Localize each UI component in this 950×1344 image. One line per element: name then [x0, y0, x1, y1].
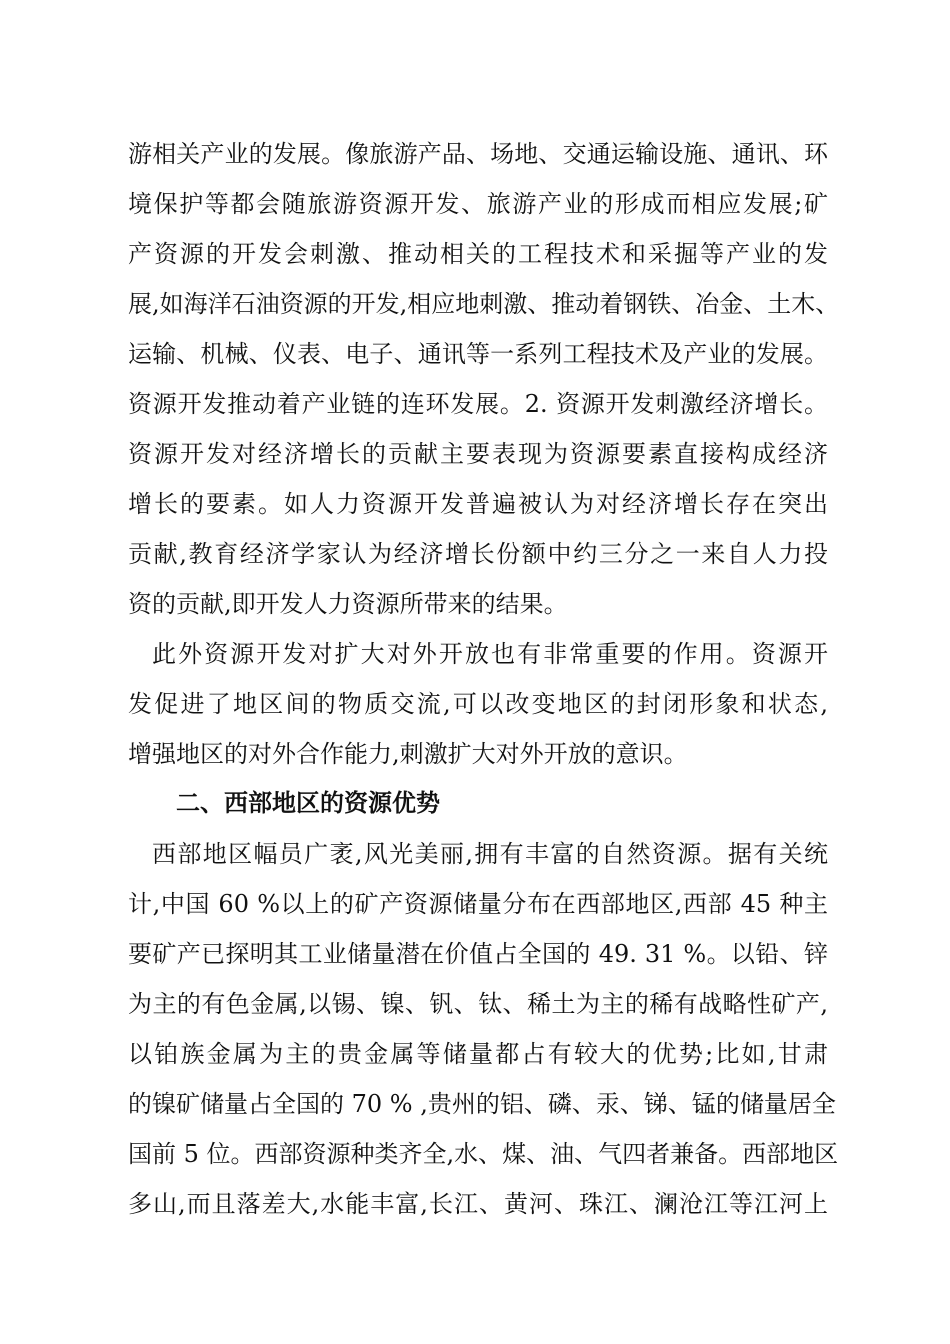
text-line: 的镍矿储量占全国的 70 % ,贵州的铝、磷、汞、锑、锰的储量居全 [128, 1090, 836, 1118]
text-line: 资的贡献,即开发人力资源所带来的结果。 [128, 590, 568, 618]
text-line: 资源开发推动着产业链的连环发展。2. 资源开发刺激经济增长。 [128, 390, 828, 418]
text-line: 资源开发对经济增长的贡献主要表现为资源要素直接构成经济 [128, 440, 828, 468]
text-line: 运输、机械、仪表、电子、通讯等一系列工程技术及产业的发展。 [128, 340, 828, 368]
text-line: 此外资源开发对扩大对外开放也有非常重要的作用。资源开 [152, 640, 828, 668]
text-line: 展,如海洋石油资源的开发,相应地刺激、推动着钢铁、冶金、土木、 [128, 290, 840, 318]
text-line: 以铂族金属为主的贵金属等储量都占有较大的优势;比如,甘肃 [128, 1040, 828, 1068]
text-line: 国前 5 位。西部资源种类齐全,水、煤、油、气四者兼备。西部地区 [128, 1140, 839, 1168]
text-line: 境保护等都会随旅游资源开发、旅游产业的形成而相应发展;矿 [128, 190, 828, 218]
text-line: 增长的要素。如人力资源开发普遍被认为对经济增长存在突出 [128, 490, 828, 518]
text-line: 计,中国 60 %以上的矿产资源储量分布在西部地区,西部 45 种主 [128, 890, 828, 918]
text-line: 要矿产已探明其工业储量潜在价值占全国的 49. 31 %。以铅、锌 [128, 940, 828, 968]
text-line: 贡献,教育经济学家认为经济增长份额中约三分之一来自人力投 [128, 540, 828, 568]
text-line: 产资源的开发会刺激、推动相关的工程技术和采掘等产业的发 [128, 240, 828, 268]
section-heading: 二、西部地区的资源优势 [176, 789, 440, 817]
text-line: 游相关产业的发展。像旅游产品、场地、交通运输设施、通讯、环 [128, 140, 828, 168]
text-line: 为主的有色金属,以锡、镍、钒、钛、稀土为主的稀有战略性矿产, [128, 990, 828, 1018]
text-line: 增强地区的对外合作能力,刺激扩大对外开放的意识。 [128, 740, 688, 768]
text-line: 多山,而且落差大,水能丰富,长江、黄河、珠江、澜沧江等江河上 [128, 1190, 828, 1218]
text-line: 西部地区幅员广袤,风光美丽,拥有丰富的自然资源。据有关统 [152, 840, 828, 868]
text-line: 发促进了地区间的物质交流,可以改变地区的封闭形象和状态, [128, 690, 828, 718]
